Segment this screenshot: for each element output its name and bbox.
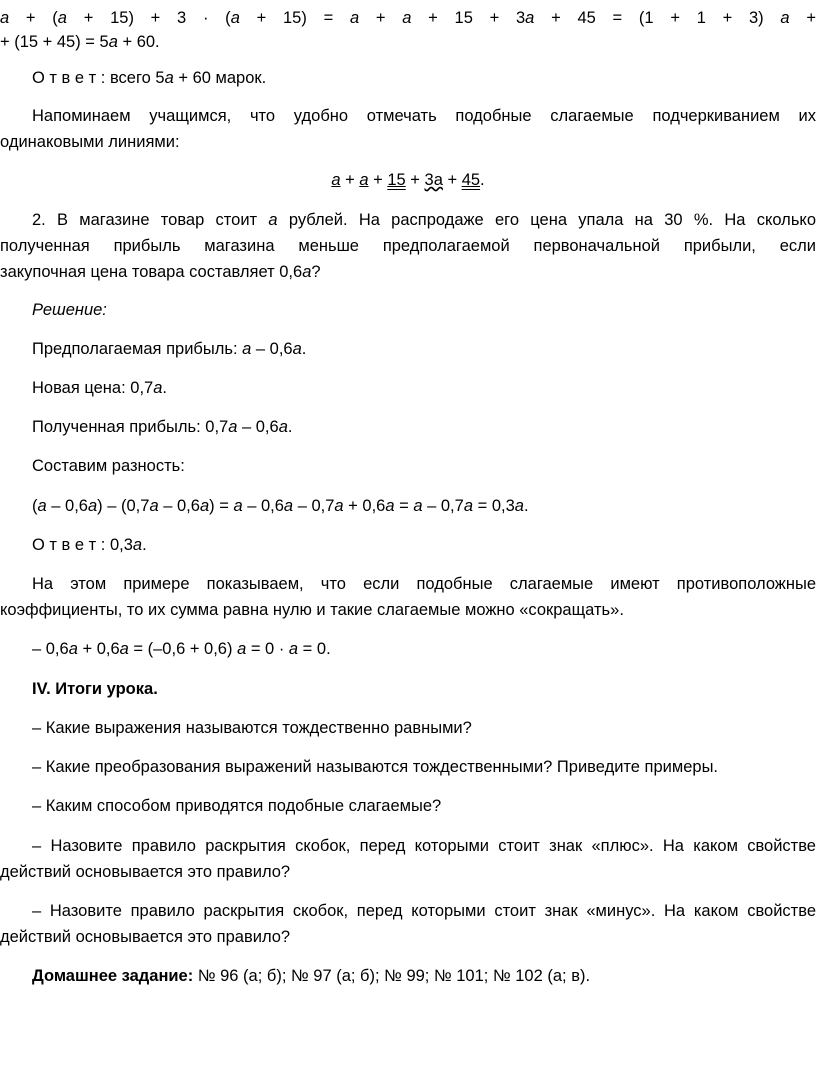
- remind-line-2: одинаковыми линиями:: [0, 133, 180, 151]
- difference-expression: (a – 0,6a) – (0,7a – 0,6a) = a – 0,6a – 0,7a + 0,6a = a – 0,7a = 0,3a.: [32, 497, 529, 515]
- section-heading: IV. Итоги урока.: [32, 680, 158, 698]
- question-4-line-1: – Назовите правило раскрытия скобок, перед которыми стоит знак «плюс». На каком свойстве: [32, 837, 816, 855]
- new-price: Новая цена: 0,7a.: [32, 379, 167, 397]
- homework: [32, 964, 816, 988]
- homework-text: № 96 (а; б); № 97 (а; б); № 99; № 101; № 102 (а; в).: [193, 967, 591, 985]
- task2-line-3: закупочная цена товара составляет 0,6a?: [0, 263, 321, 281]
- question-5-line-2: действий основывается это правило?: [0, 928, 291, 946]
- remind-line-1: Напоминаем учащимся, что удобно отмечать подобные слагаемые подчеркиванием их: [32, 107, 816, 125]
- question-3: – Каким способом приводятся подобные слагаемые?: [32, 797, 442, 815]
- question-5-line-1: – Назовите правило раскрытия скобок, перед которыми стоит знак «минус». На каком свойстве: [32, 902, 816, 920]
- example-line-2: коэффициенты, то их сумма равна нулю и такие слагаемые можно «сокращать».: [0, 601, 624, 619]
- task2-line-1: 2. В магазине товар стоит a рублей. На распродаже его цена упала на 30 %. На сколько: [32, 211, 816, 229]
- expected-profit: Предполагаемая прибыль: a – 0,6a.: [32, 340, 307, 358]
- question-2: – Какие преобразования выражений называются тождественными? Приведите примеры.: [32, 758, 719, 776]
- question-4-line-2: действий основывается это правило?: [0, 863, 291, 881]
- equation-line-1: a + (a + 15) + 3 · (a + 15) = a + a + 15 + 3a + 45 = (1 + 1 + 3) a +: [0, 9, 816, 27]
- solution-label: Решение:: [32, 301, 107, 319]
- answer-1: О т в е т : всего 5a + 60 марок.: [32, 69, 267, 87]
- answer-2: О т в е т : 0,3a.: [32, 536, 147, 554]
- zero-expression: – 0,6a + 0,6a = (–0,6 + 0,6) a = 0 · a = 0.: [32, 640, 331, 658]
- question-1: – Какие выражения называются тождественно равными?: [32, 719, 472, 737]
- underlined-expression: a + a + 15 + 3a + 45.: [331, 171, 485, 189]
- example-line-1: На этом примере показываем, что если подобные слагаемые имеют противоположные: [32, 575, 816, 593]
- homework-label: Домашнее задание:: [32, 967, 194, 985]
- difference-label: Составим разность:: [32, 457, 185, 475]
- task2-line-2: полученная прибыль магазина меньше предполагаемой первоначальной прибыли, если: [0, 237, 816, 255]
- received-profit: Полученная прибыль: 0,7a – 0,6a.: [32, 418, 293, 436]
- equation-line-2: + (15 + 45) = 5a + 60.: [0, 33, 160, 51]
